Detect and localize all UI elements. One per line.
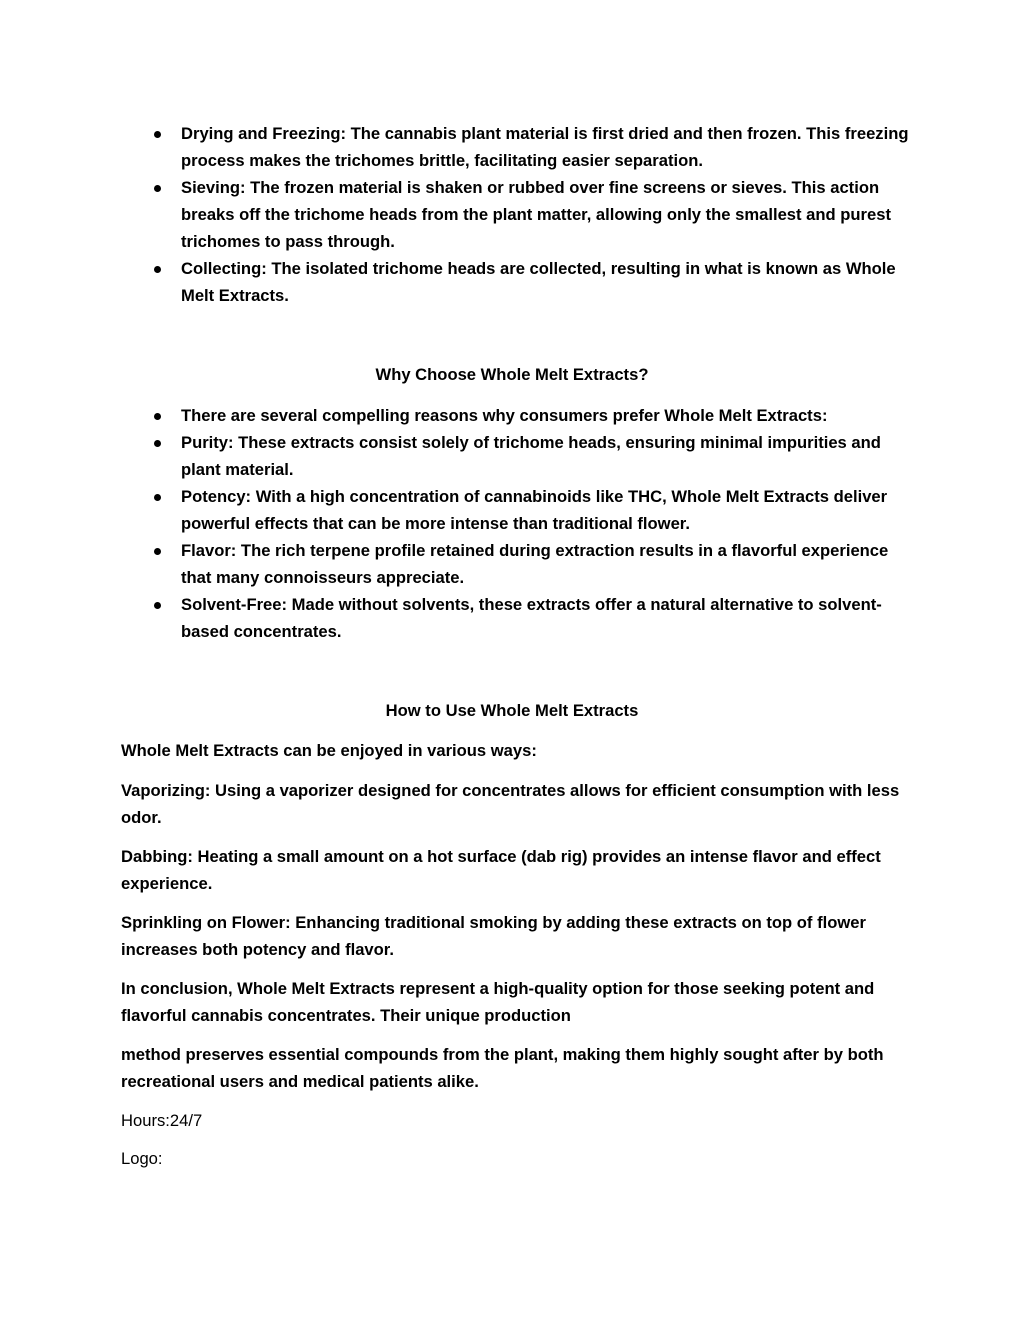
conclusion-paragraph: In conclusion, Whole Melt Extracts represent a high-quality option for those seeking potent and flavorful cannabis concentrates. Their unique production [121,979,875,1025]
list-item [0,120,1024,174]
list-item [0,402,1024,429]
list-item-text: Sieving: The frozen material is shaken or rubbed over fine screens or sieves. This action breaks off the trichome heads from the plant matter, allowing only the smallest and purest trichomes to pass through. [181,178,891,251]
list-item-text: Solvent-Free: Made without solvents, these extracts offer a natural alternative to solvent-based concentrates. [181,595,882,641]
list-item-text: Drying and Freezing: The cannabis plant material is first dried and then frozen. This freezing process makes the trichomes brittle, facilitating easier separation. [181,124,909,170]
logo-label: Logo: [121,1149,163,1168]
hours-text: Hours:24/7 [121,1111,203,1130]
vaporizing-paragraph: Vaporizing: Using a vaporizer designed for concentrates allows for efficient consumption with less odor. [121,781,900,827]
list-item-text: Collecting: The isolated trichome heads are collected, resulting in what is known as Whole Melt Extracts. [181,259,896,305]
list-item-text: There are several compelling reasons why consumers prefer Whole Melt Extracts: [181,406,828,425]
bullet-icon [154,440,161,447]
how-to-use-heading: How to Use Whole Melt Extracts [385,701,639,720]
dabbing-paragraph: Dabbing: Heating a small amount on a hot surface (dab rig) provides an intense flavor and effect experience. [121,847,881,893]
list-item-text: Purity: These extracts consist solely of trichome heads, ensuring minimal impurities and plant material. [181,433,881,479]
why-choose-heading: Why Choose Whole Melt Extracts? [375,365,649,384]
intro-paragraph: Whole Melt Extracts can be enjoyed in various ways: [121,741,537,760]
list-item [0,591,1024,645]
list-item-text: Flavor: The rich terpene profile retained during extraction results in a flavorful experience that many connoisseurs appreciate. [181,541,889,587]
bullet-icon [154,185,161,192]
list-item [0,429,1024,483]
sprinkling-paragraph: Sprinkling on Flower: Enhancing traditional smoking by adding these extracts on top of flower increases both potency and flavor. [121,913,866,959]
bullet-icon [154,413,161,420]
bullet-icon [154,131,161,138]
bullet-icon [154,494,161,501]
list-item [0,537,1024,591]
bullet-icon [154,548,161,555]
why-choose-list [0,402,1024,645]
conclusion-continued-paragraph: method preserves essential compounds from the plant, making them highly sought after by both recreational users and medical patients alike. [121,1045,884,1091]
list-item [0,483,1024,537]
bullet-icon [154,266,161,273]
bullet-icon [154,602,161,609]
list-item [0,255,1024,309]
list-item-text: Potency: With a high concentration of cannabinoids like THC, Whole Melt Extracts deliver powerful effects that can be more intense than traditional flower. [181,487,888,533]
list-item [0,174,1024,255]
process-steps-list [0,120,1024,309]
